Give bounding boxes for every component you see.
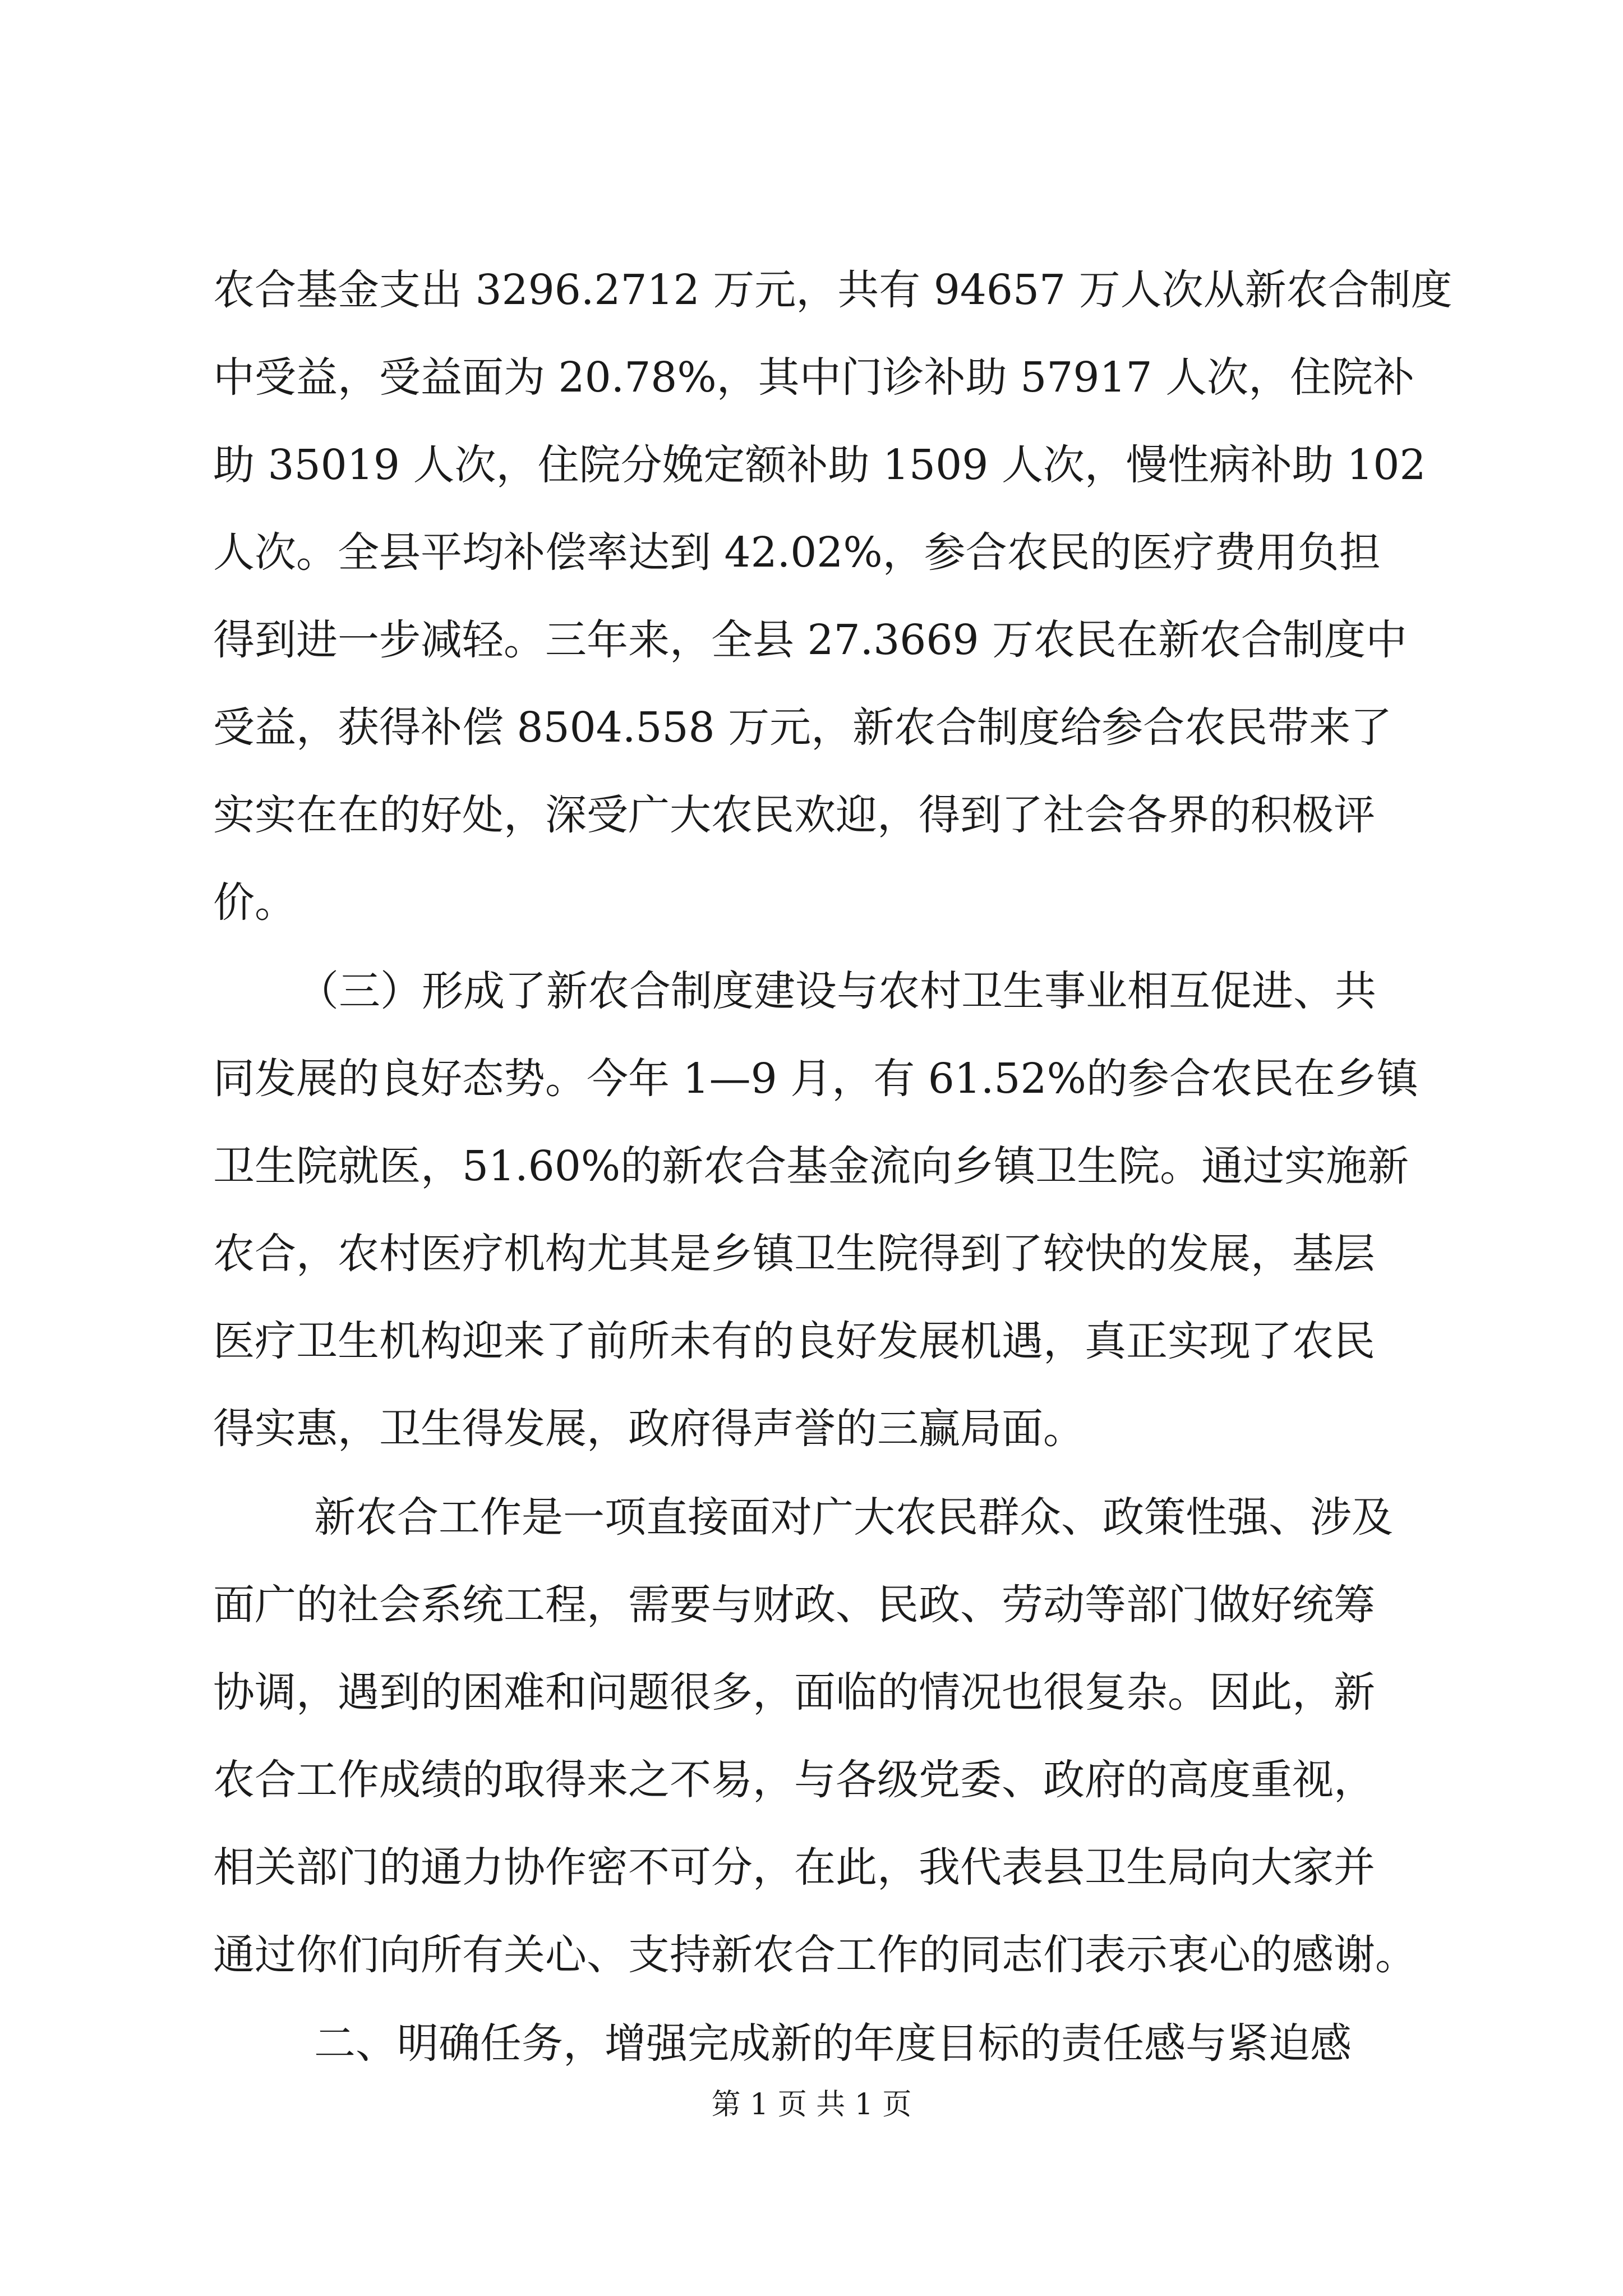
document-page: 农合基金支出 3296.2712 万元，共有 94657 万人次从新农合制度 中受益，受益面为 20.78%，其中门诊补助 57917 人次，住院补 助 35019 人次，住院分娩定额补助 1509 人次，慢性病补助 102 人次。全县平均补偿率达到 42.02%，参合农民的医疗费用负担 得到进一步减轻。三年来，全县 27.3669 万农民在新农合制度中 受益，获得补偿 8504.558 万元，新农合制度给参合农民带来了 实实在在的好处，深受广大农民欢迎，得到了社会各界的积极评 价。 （三）形成了新农合制度建设与农村卫生事业相互促进、共 同发展的良好态势。今年 1—9 月，有 61.52%的参合农民在乡镇 卫生院就医，51.60%的新农合基金流向乡镇卫生院。通过实施新 农合，农村医疗机构尤其是乡镇卫生院得到了较快的发展，基层 医疗卫生机构迎来了前所未有的良好发展机遇，真正实现了农民 得实惠，卫生得发展，政府得声誉的三赢局面。 新农合工作是一项直接面对广大农民群众、政策性强、涉及 面广的社会系统工程，需要与财政、民政、劳动等部门做好统筹 协调，遇到的困难和问题很多，面临的情况也很复杂。因此，新 农合工作成绩的取得来之不易，与各级党委、政府的高度重视， 相关部门的通力协作密不可分，在此，我代表县卫生局向大家并 通过你们向所有关心、支持新农合工作的同志们表示衷心的感谢。 二、明确任务，增强完成新的年度目标的责任感与紧迫感 第 1 页 共 1 页	[0, 0, 1623, 2296]
page-footer: 第 1 页 共 1 页	[711, 2088, 912, 2122]
